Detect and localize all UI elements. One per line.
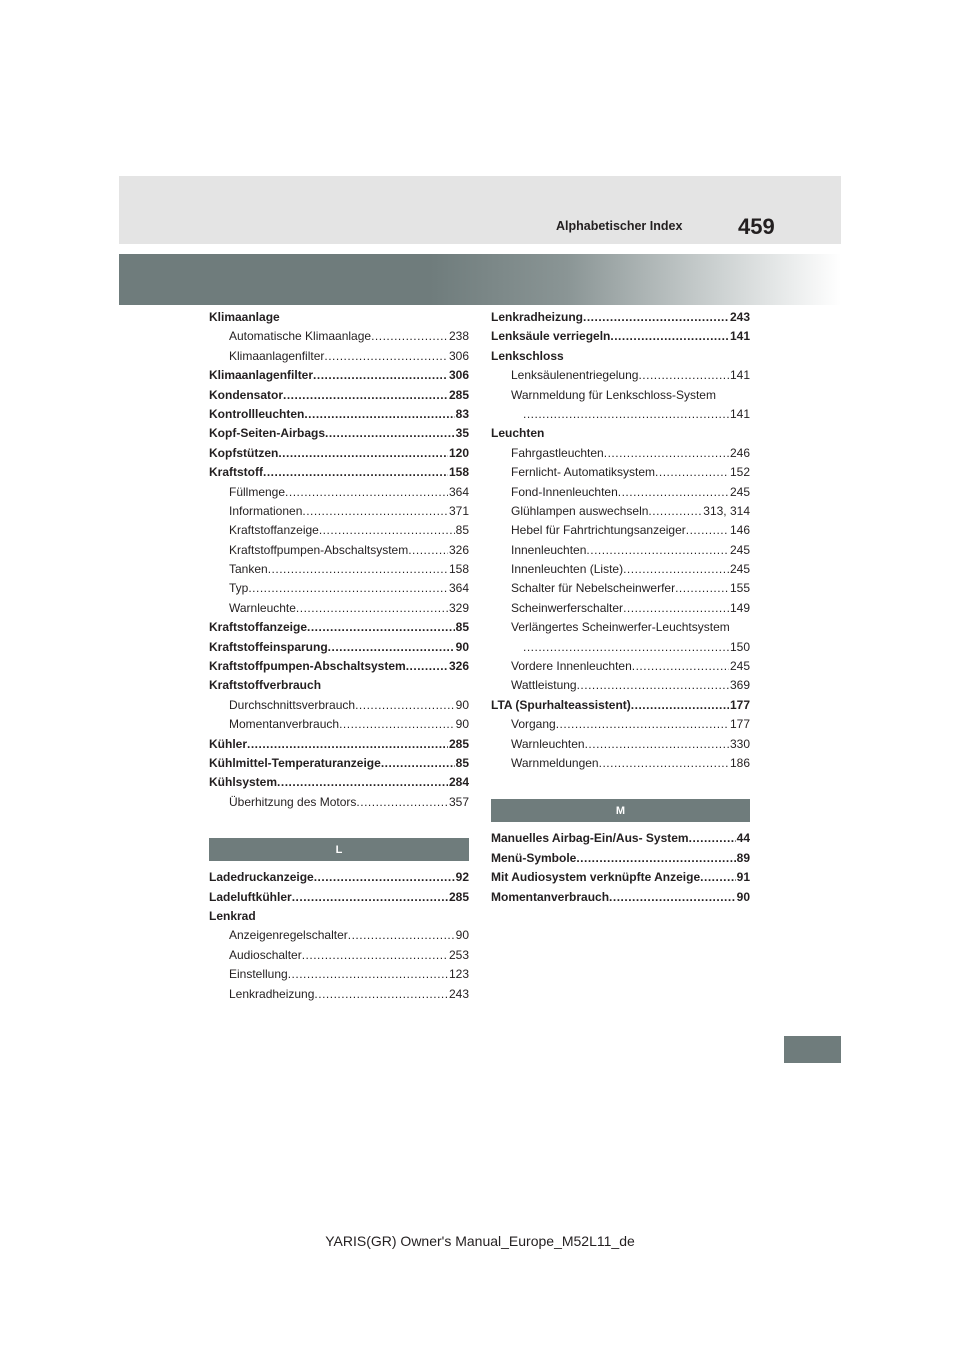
entry-list bbox=[209, 308, 469, 812]
entry-label: Kraftstoffanzeige bbox=[209, 620, 308, 635]
index-entry bbox=[209, 502, 469, 521]
dot-leader bbox=[339, 715, 455, 734]
dot-leader bbox=[604, 444, 729, 463]
entry-page-number: 285 bbox=[448, 736, 469, 751]
entry-page-number: 245 bbox=[729, 542, 750, 557]
entry-label: Klimaanlagenfilter bbox=[209, 368, 314, 383]
dot-leader bbox=[655, 463, 729, 482]
entry-label: Klimaanlage bbox=[209, 310, 280, 324]
entry-page-number: 35 bbox=[455, 426, 469, 441]
entry-label: Vorgang bbox=[511, 717, 556, 732]
index-entry bbox=[491, 676, 750, 695]
dot-leader bbox=[623, 560, 729, 579]
letter-section-bar: M bbox=[491, 799, 750, 822]
entry-page-number: 85 bbox=[455, 523, 469, 538]
entry-label: Füllmenge bbox=[229, 484, 286, 499]
dot-leader bbox=[618, 483, 729, 502]
entry-label: Fahrgastleuchten bbox=[511, 445, 604, 460]
dot-leader bbox=[406, 657, 448, 676]
dot-leader bbox=[302, 946, 448, 965]
entry-label: Kraftstoffpumpen-Abschaltsystem bbox=[209, 659, 406, 674]
index-entry bbox=[209, 579, 469, 598]
dot-leader bbox=[381, 754, 455, 773]
entry-page-number: 90 bbox=[455, 639, 469, 654]
entry-label: Scheinwerferschalter bbox=[511, 600, 624, 615]
dot-leader bbox=[583, 308, 729, 327]
dot-leader bbox=[348, 926, 455, 945]
dot-leader bbox=[700, 868, 735, 887]
entry-label: Schalter für Nebelscheinwerfer bbox=[511, 581, 676, 596]
entry-page-number: 150 bbox=[729, 639, 750, 654]
dot-leader bbox=[585, 735, 729, 754]
index-entry bbox=[209, 560, 469, 579]
entry-label: Anzeigenregelschalter bbox=[229, 928, 348, 943]
entry-page-number: 306 bbox=[448, 348, 469, 363]
dot-leader bbox=[277, 773, 448, 792]
entry-label: Kühlsystem bbox=[209, 775, 278, 790]
entry-page-number: 123 bbox=[448, 967, 469, 982]
index-entry bbox=[491, 521, 750, 540]
dot-leader bbox=[675, 579, 729, 598]
entry-label: Innenleuchten (Liste) bbox=[511, 562, 624, 577]
entry-page-number: 245 bbox=[729, 484, 750, 499]
entry-page-number: 326 bbox=[448, 659, 469, 674]
index-entry bbox=[491, 618, 750, 637]
index-entry bbox=[209, 308, 469, 327]
entry-page-number: 246 bbox=[729, 445, 750, 460]
dot-leader bbox=[556, 715, 729, 734]
index-entry bbox=[209, 405, 469, 424]
index-column-left bbox=[209, 308, 469, 1004]
entry-page-number: 364 bbox=[448, 581, 469, 596]
entry-page-number: 306 bbox=[448, 368, 469, 383]
entry-page-number: 85 bbox=[455, 755, 469, 770]
index-entry bbox=[209, 386, 469, 405]
index-entry bbox=[491, 405, 750, 424]
entry-label: Kühlmittel-Temperaturanzeige bbox=[209, 755, 381, 770]
index-entry bbox=[209, 754, 469, 773]
entry-label: Durchschnittsverbrauch bbox=[229, 697, 356, 712]
entry-page-number: 285 bbox=[448, 889, 469, 904]
entry-page-number: 141 bbox=[729, 406, 750, 421]
dot-leader bbox=[523, 405, 729, 424]
entry-label: Tanken bbox=[229, 562, 268, 577]
entry-label: Momentanverbrauch bbox=[229, 717, 340, 732]
entry-page-number: 155 bbox=[729, 581, 750, 596]
entry-page-number: 91 bbox=[736, 870, 750, 885]
entry-page-number: 285 bbox=[448, 387, 469, 402]
index-entry bbox=[491, 444, 750, 463]
dot-leader bbox=[686, 521, 729, 540]
entry-page-number: 313, 314 bbox=[703, 503, 750, 518]
dot-leader bbox=[248, 579, 448, 598]
dot-leader bbox=[314, 985, 448, 1004]
entry-page-number: 141 bbox=[729, 329, 750, 344]
entry-page-number: 357 bbox=[448, 794, 469, 809]
index-entry bbox=[491, 327, 750, 346]
entry-page-number: 90 bbox=[736, 889, 750, 904]
index-entry bbox=[209, 347, 469, 366]
dot-leader bbox=[307, 618, 455, 637]
entry-page-number: 146 bbox=[729, 523, 750, 538]
entry-label: Lenksäule verriegeln bbox=[491, 329, 611, 344]
entry-page-number: 152 bbox=[729, 465, 750, 480]
index-entry bbox=[209, 483, 469, 502]
dot-leader bbox=[302, 502, 448, 521]
entry-page-number: 90 bbox=[455, 697, 469, 712]
index-entry bbox=[209, 463, 469, 482]
dot-leader bbox=[638, 366, 729, 385]
entry-label: Kraftstoff bbox=[209, 465, 263, 480]
dot-leader bbox=[689, 829, 736, 848]
index-entry bbox=[491, 579, 750, 598]
index-entry bbox=[209, 965, 469, 984]
entry-label: Hebel für Fahrtrichtungsanzeiger bbox=[511, 523, 686, 538]
entry-list bbox=[209, 868, 469, 1004]
index-entry bbox=[491, 638, 750, 657]
dot-leader bbox=[325, 424, 455, 443]
entry-page-number: 243 bbox=[729, 310, 750, 324]
index-entry bbox=[209, 424, 469, 443]
index-entry bbox=[209, 735, 469, 754]
dot-leader bbox=[371, 327, 448, 346]
entry-label: Kraftstoffverbrauch bbox=[209, 678, 322, 693]
index-entry bbox=[491, 735, 750, 754]
index-entry bbox=[491, 541, 750, 560]
index-entry bbox=[491, 868, 750, 887]
entry-label: Manuelles Airbag-Ein/Aus- System bbox=[491, 831, 689, 846]
index-entry bbox=[491, 347, 750, 366]
dot-leader bbox=[609, 888, 736, 907]
entry-label: Wattleistung bbox=[511, 678, 577, 693]
dot-leader bbox=[314, 868, 455, 887]
entry-page-number: 329 bbox=[448, 600, 469, 615]
entry-page-number: 186 bbox=[729, 755, 750, 770]
entry-page-number: 238 bbox=[448, 329, 469, 344]
index-entry bbox=[491, 599, 750, 618]
header-band bbox=[119, 176, 841, 244]
index-entry bbox=[491, 424, 750, 443]
index-entry bbox=[491, 696, 750, 715]
entry-label: Warnmeldung für Lenkschloss-System bbox=[511, 387, 716, 402]
entry-label: Klimaanlagenfilter bbox=[229, 348, 325, 363]
entry-page-number: 158 bbox=[448, 562, 469, 577]
dot-leader bbox=[278, 444, 448, 463]
entry-label: Glühlampen auswechseln bbox=[511, 503, 649, 518]
dot-leader bbox=[319, 521, 455, 540]
entry-page-number: 369 bbox=[729, 678, 750, 693]
index-entry bbox=[491, 366, 750, 385]
entry-label: Leuchten bbox=[491, 426, 545, 441]
entry-page-number: 243 bbox=[448, 986, 469, 1001]
dot-leader bbox=[263, 463, 448, 482]
index-entry bbox=[209, 926, 469, 945]
entry-page-number: 364 bbox=[448, 484, 469, 499]
index-entry bbox=[491, 463, 750, 482]
dot-leader bbox=[577, 676, 729, 695]
entry-label: Momentanverbrauch bbox=[491, 889, 610, 904]
entry-label: Kopfstützen bbox=[209, 445, 279, 460]
dot-leader bbox=[288, 965, 448, 984]
entry-page-number: 158 bbox=[448, 465, 469, 480]
entry-label: Kraftstoffanzeige bbox=[229, 523, 319, 538]
entry-label: LTA (Spurhalteassistent) bbox=[491, 697, 631, 712]
index-entry bbox=[209, 521, 469, 540]
index-entry bbox=[491, 888, 750, 907]
index-entry bbox=[491, 386, 750, 405]
index-entry bbox=[209, 541, 469, 560]
entry-label: Ladeluftkühler bbox=[209, 889, 292, 904]
index-entry bbox=[491, 502, 750, 521]
entry-label: Ladedruckanzeige bbox=[209, 870, 314, 885]
entry-label: Kühler bbox=[209, 736, 248, 751]
dot-leader bbox=[631, 696, 729, 715]
entry-page-number: 284 bbox=[448, 775, 469, 790]
entry-label: Audioschalter bbox=[229, 947, 302, 962]
index-entry bbox=[209, 793, 469, 812]
dot-leader bbox=[283, 386, 448, 405]
entry-label: Kraftstoffeinsparung bbox=[209, 639, 328, 654]
entry-label: Kondensator bbox=[209, 387, 284, 402]
page-number: 459 bbox=[738, 214, 775, 239]
dot-leader bbox=[304, 405, 454, 424]
index-entry bbox=[491, 754, 750, 773]
index-entry bbox=[209, 599, 469, 618]
thumb-index-tab bbox=[784, 1036, 841, 1063]
dot-leader bbox=[313, 366, 448, 385]
entry-label: Innenleuchten bbox=[511, 542, 587, 557]
dot-leader bbox=[586, 541, 729, 560]
dot-leader bbox=[324, 347, 448, 366]
entry-label: Warnleuchten bbox=[511, 736, 585, 751]
index-entry bbox=[209, 327, 469, 346]
entry-list bbox=[491, 829, 750, 907]
entry-page-number: 245 bbox=[729, 659, 750, 674]
entry-page-number: 90 bbox=[455, 928, 469, 943]
entry-label: Lenkradheizung bbox=[491, 310, 584, 324]
entry-label: Vordere Innenleuchten bbox=[511, 659, 632, 674]
dot-leader bbox=[356, 793, 448, 812]
index-entry bbox=[209, 715, 469, 734]
entry-page-number: 330 bbox=[729, 736, 750, 751]
entry-label: Kraftstoffpumpen-Abschaltsystem bbox=[229, 542, 409, 557]
dot-leader bbox=[355, 696, 455, 715]
entry-label: Verlängertes Scheinwerfer-Leuchtsystem bbox=[511, 620, 730, 635]
entry-page-number: 253 bbox=[448, 947, 469, 962]
entry-page-number: 83 bbox=[455, 406, 469, 421]
entry-page-number: 326 bbox=[448, 542, 469, 557]
index-entry bbox=[491, 483, 750, 502]
letter-section-bar: L bbox=[209, 838, 469, 861]
index-entry bbox=[209, 773, 469, 792]
index-entry bbox=[491, 657, 750, 676]
entry-label: Überhitzung des Motors bbox=[229, 794, 357, 809]
dot-leader bbox=[268, 560, 448, 579]
dot-leader bbox=[623, 599, 729, 618]
index-entry bbox=[209, 444, 469, 463]
index-entry bbox=[209, 946, 469, 965]
dot-leader bbox=[247, 735, 448, 754]
index-entry bbox=[491, 715, 750, 734]
entry-page-number: 44 bbox=[736, 831, 750, 846]
dot-leader bbox=[610, 327, 729, 346]
index-column-right bbox=[491, 308, 750, 907]
entry-page-number: 92 bbox=[455, 870, 469, 885]
index-entry bbox=[209, 696, 469, 715]
index-entry bbox=[491, 308, 750, 327]
entry-page-number: 90 bbox=[455, 717, 469, 732]
index-entry bbox=[209, 657, 469, 676]
section-title: Alphabetischer Index bbox=[556, 219, 683, 233]
dot-leader bbox=[599, 754, 729, 773]
entry-label: Fernlicht- Automatiksystem bbox=[511, 465, 656, 480]
dot-leader bbox=[408, 541, 448, 560]
entry-label: Warnmeldungen bbox=[511, 755, 599, 770]
dot-leader bbox=[292, 888, 448, 907]
index-entry bbox=[491, 829, 750, 848]
entry-label: Einstellung bbox=[229, 967, 288, 982]
entry-label: Lenksäulenentriegelung bbox=[511, 368, 639, 383]
footer-text: YARIS(GR) Owner's Manual_Europe_M52L11_de bbox=[325, 1233, 635, 1249]
index-entry bbox=[209, 868, 469, 887]
index-entry bbox=[209, 985, 469, 1004]
index-entry bbox=[491, 849, 750, 868]
entry-label: Informationen bbox=[229, 503, 303, 518]
index-entry bbox=[209, 638, 469, 657]
dot-leader bbox=[576, 849, 735, 868]
index-entry bbox=[209, 618, 469, 637]
entry-page-number: 177 bbox=[729, 717, 750, 732]
decorative-gradient-bar bbox=[119, 254, 841, 305]
entry-label: Warnleuchte bbox=[229, 600, 296, 615]
dot-leader bbox=[328, 638, 455, 657]
entry-page-number: 177 bbox=[729, 697, 750, 712]
entry-label: Fond-Innenleuchten bbox=[511, 484, 618, 499]
entry-label: Mit Audiosystem verknüpfte Anzeige bbox=[491, 870, 701, 885]
dot-leader bbox=[523, 638, 729, 657]
dot-leader bbox=[632, 657, 729, 676]
entry-label: Lenkrad bbox=[209, 908, 256, 923]
entry-label: Lenkradheizung bbox=[229, 986, 315, 1001]
entry-label: Kopf-Seiten-Airbags bbox=[209, 426, 326, 441]
index-entry bbox=[209, 366, 469, 385]
index-entry bbox=[209, 676, 469, 695]
entry-page-number: 141 bbox=[729, 368, 750, 383]
entry-page-number: 120 bbox=[448, 445, 469, 460]
dot-leader bbox=[296, 599, 448, 618]
dot-leader bbox=[285, 483, 448, 502]
entry-page-number: 245 bbox=[729, 562, 750, 577]
entry-page-number: 149 bbox=[729, 600, 750, 615]
dot-leader bbox=[648, 502, 702, 521]
index-entry bbox=[491, 560, 750, 579]
entry-label: Automatische Klimaanlage bbox=[229, 329, 372, 344]
entry-label: Kontrollleuchten bbox=[209, 406, 305, 421]
entry-label: Typ bbox=[229, 581, 249, 596]
entry-label: Lenkschloss bbox=[491, 348, 564, 363]
entry-page-number: 371 bbox=[448, 503, 469, 518]
index-entry bbox=[209, 888, 469, 907]
index-entry bbox=[209, 907, 469, 926]
entry-label: Menü-Symbole bbox=[491, 850, 577, 865]
entry-page-number: 85 bbox=[455, 620, 469, 635]
entry-page-number: 89 bbox=[736, 850, 750, 865]
entry-list bbox=[491, 308, 750, 773]
